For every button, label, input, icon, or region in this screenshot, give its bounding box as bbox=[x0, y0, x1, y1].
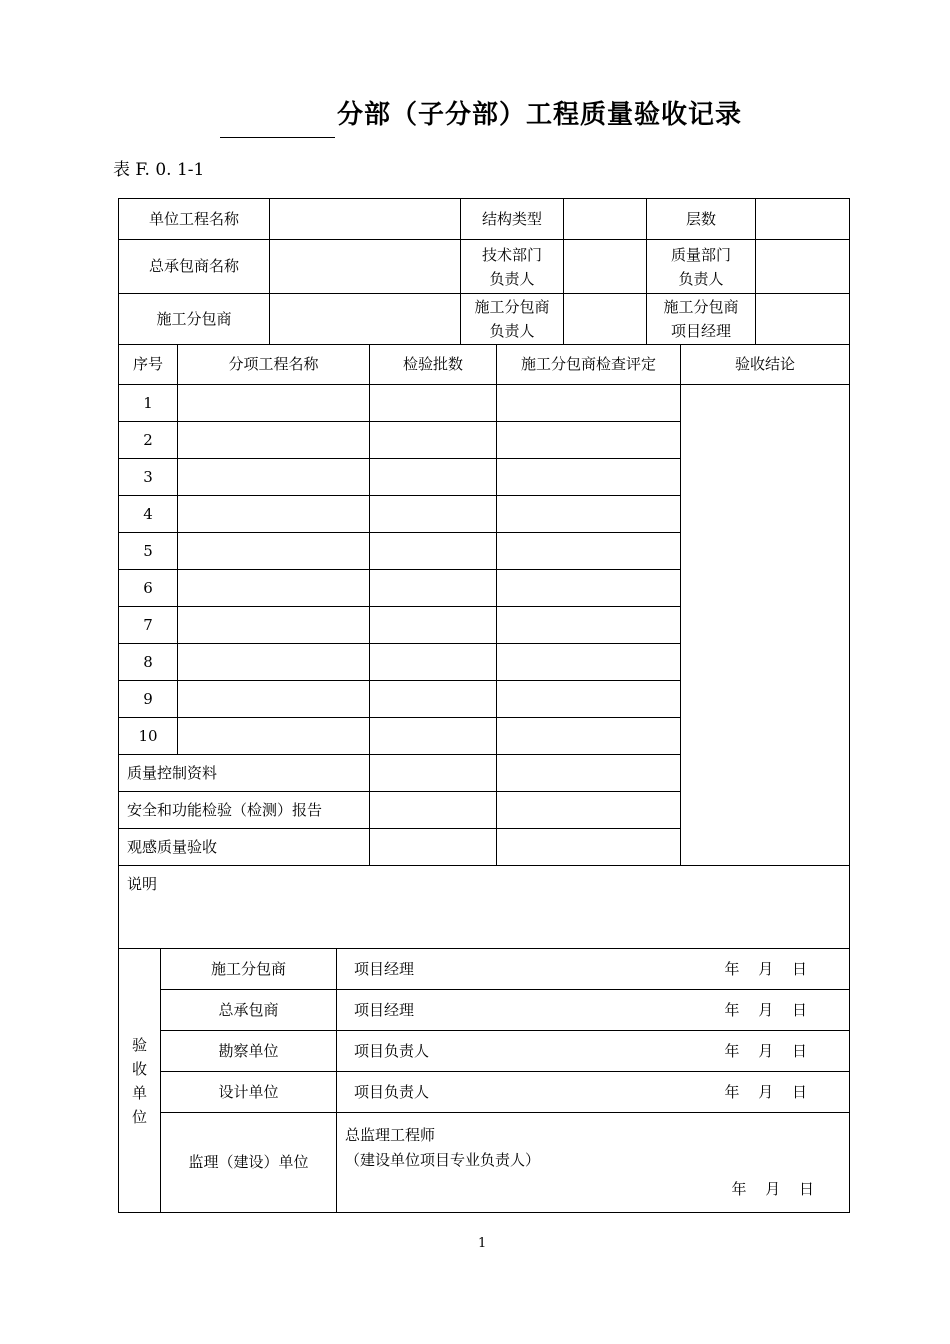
row-lots bbox=[369, 680, 497, 718]
row-lots bbox=[369, 717, 497, 755]
row-seq: 6 bbox=[118, 569, 178, 607]
subcontractor-head-value bbox=[563, 293, 647, 345]
unit-project-name-label: 单位工程名称 bbox=[118, 198, 270, 240]
row-lots bbox=[369, 458, 497, 496]
row-lots bbox=[369, 606, 497, 644]
row-sub-check bbox=[496, 680, 681, 718]
row-seq: 7 bbox=[118, 606, 178, 644]
column-item-name-header: 分项工程名称 bbox=[177, 344, 370, 385]
row-seq: 8 bbox=[118, 643, 178, 681]
floors-value bbox=[755, 198, 850, 240]
row-item-name bbox=[177, 421, 370, 459]
row-sub-check bbox=[496, 458, 681, 496]
row-item-name bbox=[177, 495, 370, 533]
row-lots bbox=[369, 532, 497, 570]
row-sub-check bbox=[496, 717, 681, 755]
signer-role: 项目负责人 bbox=[354, 1082, 430, 1101]
tech-dept-head-value bbox=[563, 239, 647, 294]
row-item-name bbox=[177, 384, 370, 422]
acceptance-unit-design: 设计单位 bbox=[160, 1071, 337, 1113]
appearance-quality-label: 观感质量验收 bbox=[118, 828, 370, 866]
row-item-name bbox=[177, 458, 370, 496]
quality-control-docs-lots bbox=[369, 754, 497, 792]
subcontractor-pm-value bbox=[755, 293, 850, 345]
row-lots bbox=[369, 384, 497, 422]
appearance-quality-check bbox=[496, 828, 681, 866]
title-blank-line bbox=[220, 137, 335, 138]
conclusion-cell bbox=[680, 384, 850, 866]
column-conclusion-header: 验收结论 bbox=[680, 344, 850, 385]
row-item-name bbox=[177, 643, 370, 681]
row-seq: 2 bbox=[118, 421, 178, 459]
signer-role: 项目经理 bbox=[354, 1000, 415, 1019]
sign-date: 年 月 日 bbox=[724, 1041, 807, 1060]
row-sub-check bbox=[496, 421, 681, 459]
quality-dept-head-label: 质量部门 负责人 bbox=[646, 239, 756, 294]
sign-date: 年 月 日 bbox=[731, 1180, 814, 1198]
row-seq: 9 bbox=[118, 680, 178, 718]
sign-date: 年 月 日 bbox=[724, 1082, 807, 1101]
row-sub-check bbox=[496, 569, 681, 607]
general-contractor-value bbox=[269, 239, 461, 294]
row-sub-check bbox=[496, 384, 681, 422]
acceptance-sign-supervision bbox=[336, 1112, 850, 1213]
row-item-name bbox=[177, 606, 370, 644]
subcontractor-pm-label: 施工分包商 项目经理 bbox=[646, 293, 756, 345]
row-lots bbox=[369, 495, 497, 533]
safety-function-report-check bbox=[496, 791, 681, 829]
acceptance-unit-survey: 勘察单位 bbox=[160, 1030, 337, 1072]
acceptance-unit-general-contractor: 总承包商 bbox=[160, 989, 337, 1031]
signer-role: 项目经理 bbox=[354, 959, 415, 978]
subcontractor-value bbox=[269, 293, 461, 345]
row-seq: 3 bbox=[118, 458, 178, 496]
row-seq: 4 bbox=[118, 495, 178, 533]
page-number: 1 bbox=[478, 1236, 487, 1251]
structure-type-label: 结构类型 bbox=[460, 198, 564, 240]
row-seq: 5 bbox=[118, 532, 178, 570]
column-sub-check-header: 施工分包商检查评定 bbox=[496, 344, 681, 385]
acceptance-sign-design bbox=[336, 1071, 850, 1113]
signer-role: 项目负责人 bbox=[354, 1041, 430, 1060]
sign-date: 年 月 日 bbox=[724, 959, 807, 978]
acceptance-unit-supervision: 监理（建设）单位 bbox=[160, 1112, 337, 1213]
appearance-quality-lots bbox=[369, 828, 497, 866]
column-lots-header: 检验批数 bbox=[369, 344, 497, 385]
quality-control-docs-label: 质量控制资料 bbox=[118, 754, 370, 792]
structure-type-value bbox=[563, 198, 647, 240]
row-sub-check bbox=[496, 532, 681, 570]
chief-supervisor-role: 总监理工程师 bbox=[345, 1126, 436, 1144]
quality-control-docs-check bbox=[496, 754, 681, 792]
acceptance-sign-subcontractor bbox=[336, 948, 850, 990]
row-sub-check bbox=[496, 495, 681, 533]
acceptance-sign-general-contractor bbox=[336, 989, 850, 1031]
row-lots bbox=[369, 421, 497, 459]
owner-representative-role: （建设单位项目专业负责人） bbox=[345, 1151, 541, 1169]
sign-date: 年 月 日 bbox=[724, 1000, 807, 1019]
column-seq-header: 序号 bbox=[118, 344, 178, 385]
row-seq: 10 bbox=[118, 717, 178, 755]
floors-label: 层数 bbox=[646, 198, 756, 240]
row-item-name bbox=[177, 717, 370, 755]
subcontractor-head-label: 施工分包商 负责人 bbox=[460, 293, 564, 345]
row-item-name bbox=[177, 680, 370, 718]
note-box bbox=[118, 865, 850, 949]
row-sub-check bbox=[496, 606, 681, 644]
row-sub-check bbox=[496, 643, 681, 681]
row-lots bbox=[369, 569, 497, 607]
table-number: 表 F. 0. 1-1 bbox=[113, 160, 205, 180]
acceptance-units-side-label: 验 收 单 位 bbox=[118, 948, 161, 1213]
tech-dept-head-label: 技术部门 负责人 bbox=[460, 239, 564, 294]
subcontractor-label: 施工分包商 bbox=[118, 293, 270, 345]
acceptance-sign-survey bbox=[336, 1030, 850, 1072]
safety-function-report-lots bbox=[369, 791, 497, 829]
row-lots bbox=[369, 643, 497, 681]
acceptance-unit-subcontractor: 施工分包商 bbox=[160, 948, 337, 990]
safety-function-report-label: 安全和功能检验（检测）报告 bbox=[118, 791, 370, 829]
row-seq: 1 bbox=[118, 384, 178, 422]
unit-project-name-value bbox=[269, 198, 461, 240]
row-item-name bbox=[177, 569, 370, 607]
page-title: 分部（子分部）工程质量验收记录 bbox=[337, 100, 743, 130]
row-item-name bbox=[177, 532, 370, 570]
quality-dept-head-value bbox=[755, 239, 850, 294]
general-contractor-label: 总承包商名称 bbox=[118, 239, 270, 294]
note-label: 说明 bbox=[127, 875, 158, 893]
